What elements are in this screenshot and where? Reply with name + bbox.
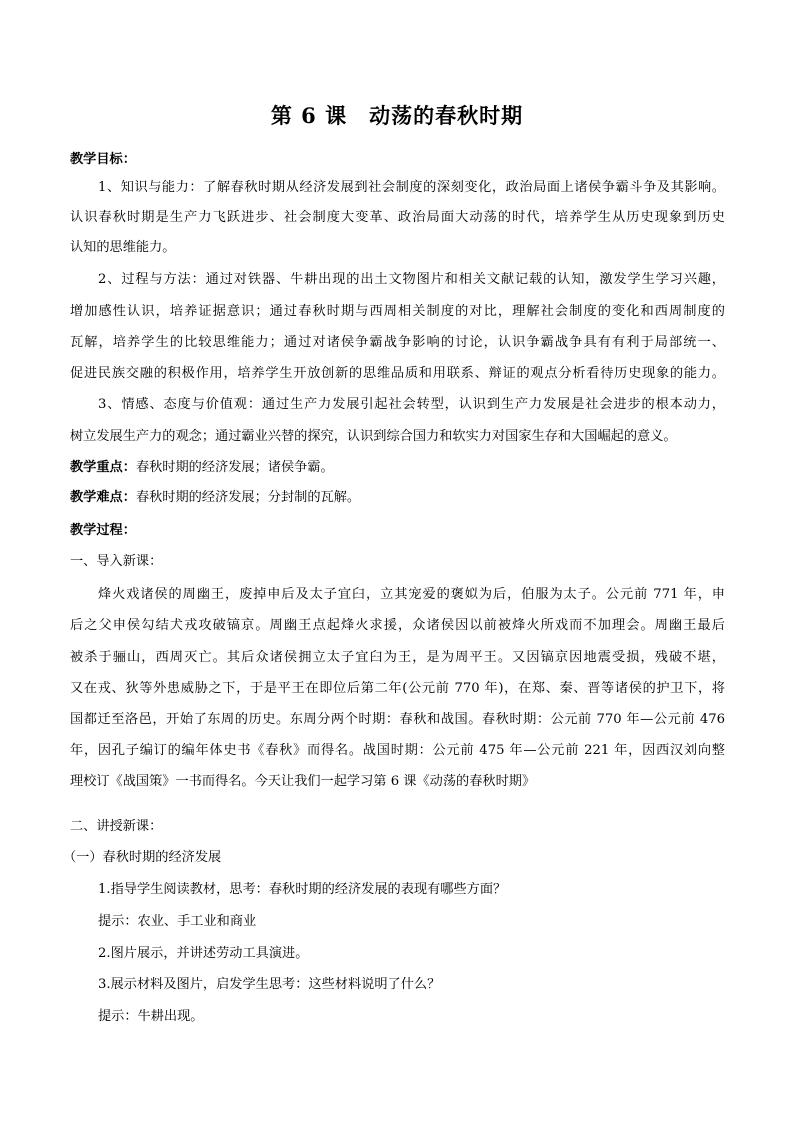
text-line: 2、过程与方法：通过对铁器、牛耕出现的出土文物图片和相关文献记载的认知，激发学生学习兴趣， — [98, 272, 725, 287]
text-line: 2.图片展示，并讲述劳动工具演进。 — [98, 946, 309, 961]
text-line: 一、导入新课： — [70, 554, 163, 569]
text-line: 树立发展生产力的观念；通过霸业兴替的探究，认识到综合国力和软实力对国家生存和大国崛起的意义。 — [70, 429, 677, 444]
text-line: 认知的思维能力。 — [70, 240, 176, 255]
section-text: 春秋时期的经济发展；诸侯争霸。 — [135, 460, 334, 475]
text-line: 1、知识与能力：了解春秋时期从经济发展到社会制度的深刻变化，政治局面上诸侯争霸斗争及其影响。 — [98, 180, 725, 195]
text-line: 3、情感、态度与价值观：通过生产力发展引起社会转型，认识到生产力发展是社会进步的根本动力， — [98, 397, 725, 412]
section-label: 教学重点： — [70, 460, 136, 475]
page-title: 第 6 课 动荡的春秋时期 — [270, 103, 524, 128]
text-line: 二、讲授新课： — [70, 819, 163, 834]
text-line: 增加感性认识，培养证据意识；通过春秋时期与西周相关制度的对比，理解社会制度的变化和西周制度的 — [70, 304, 725, 319]
text-line: 被杀于骊山，西周灭亡。其后众诸侯拥立太子宜臼为王，是为周平王。又因镐京因地震受损，残破不堪， — [70, 650, 725, 665]
text-line: （一）春秋时期的经济发展 — [63, 850, 222, 865]
text-line: 促进民族交融的积极作用，培养学生开放创新的思维品质和用联系、辩证的观点分析看待历史现象的能力。 — [70, 366, 725, 381]
text-line: 后之父申侯勾结犬戎攻破镐京。周幽王点起烽火求援，众诸侯因以前被烽火所戏而不加理会。周幽王最后 — [70, 618, 725, 633]
text-line: 国都迁至洛邑，开始了东周的历史。东周分两个时期：春秋和战国。春秋时期：公元前 770 年—公元前 476 — [70, 712, 725, 727]
text-line — [70, 488, 725, 508]
text-line: 理校订《战国策》一书而得名。今天让我们一起学习第 6 课《动荡的春秋时期》 — [70, 774, 536, 789]
text-line: 教学过程： — [70, 523, 136, 538]
text-line: 3.展示材料及图片，启发学生思考：这些材料说明了什么？ — [98, 977, 441, 992]
text-line: 提示：牛耕出现。 — [98, 1009, 204, 1024]
text-line: 认识春秋时期是生产力飞跃进步、社会制度大变革、政治局面大动荡的时代，培养学生从历史现象到历史 — [70, 210, 725, 225]
text-line: 教学目标： — [70, 152, 136, 167]
text-line: 1.指导学生阅读教材，思考：春秋时期的经济发展的表现有哪些方面？ — [98, 882, 507, 897]
text-line: 提示：农业、手工业和商业 — [98, 914, 257, 929]
section-text: 春秋时期的经济发展；分封制的瓦解。 — [135, 490, 361, 505]
text-line: 年，因孔子编订的编年体史书《春秋》而得名。战国时期：公元前 475 年—公元前 221 年，因西汉刘向整 — [70, 743, 725, 758]
text-line — [70, 458, 725, 478]
section-label: 教学难点： — [70, 490, 136, 505]
text-line: 瓦解，培养学生的比较思维能力；通过对诸侯争霸战争影响的讨论，认识争霸战争具有有利于局部统一、 — [70, 335, 725, 350]
text-line: 又在戎、狄等外患威胁之下，于是平王在即位后第二年(公元前 770 年)，在郑、秦、晋等诸侯的护卫下，将 — [70, 681, 725, 696]
text-line: 烽火戏诸侯的周幽王，废掉申后及太子宜臼，立其宠爱的褒姒为后，伯服为太子。公元前 771 年，申 — [98, 587, 725, 602]
